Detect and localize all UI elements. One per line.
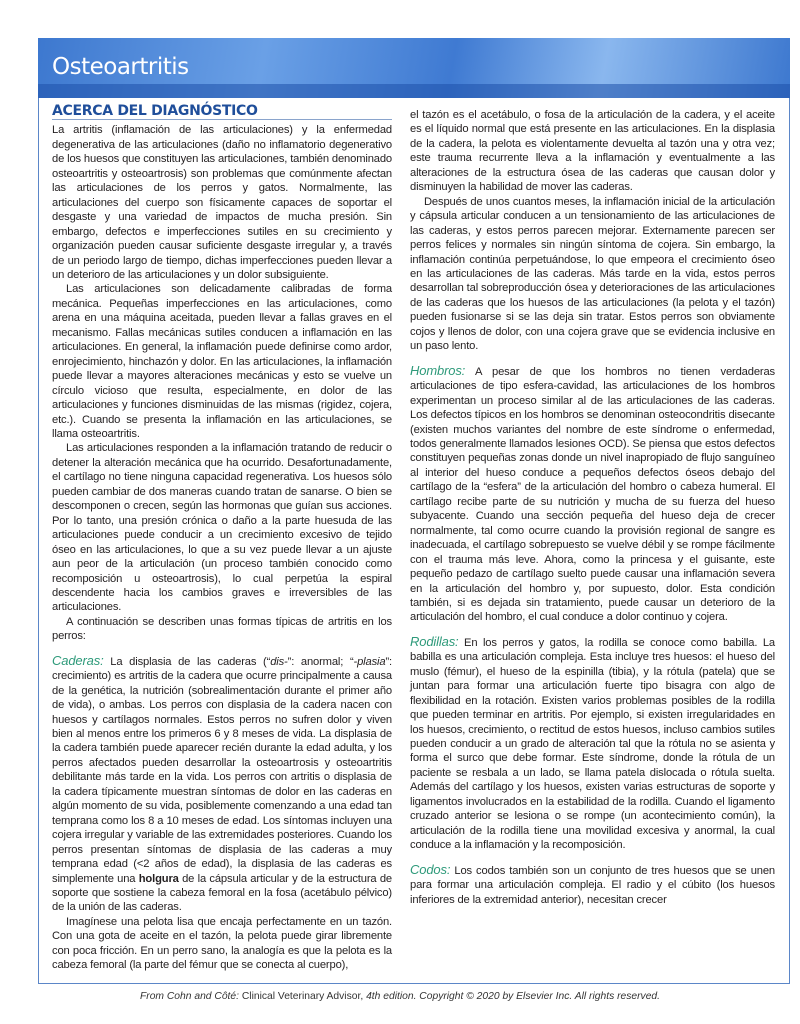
paragraph: el tazón es el acetábulo, o fosa de la articulación de la cadera, y el aceite es el líquido normal que está presente en las articulaciones. En la displasia de la cadera, la pelota es violentamente devuelta al tazón una y otra vez; este trauma recurrente lleva a la inflamación y eventualmente a las alteraciones de la estructura ósea de las caderas que causan dolor y disminuyen la habilidad de mover las caderas.: [410, 109, 775, 194]
paragraph: Imagínese una pelota lisa que encaja perfectamente en un tazón. Con una gota de aceite en el tazón, la pelota puede girar libremente con poca fricción. En un perro sano, la analogía es que la pelota es la cabeza femoral (la parte del fémur que se conecta al cuerpo),: [52, 915, 392, 972]
left-column: [52, 100, 392, 973]
title-banner: [38, 38, 790, 98]
rodillas-label: Rodillas:: [410, 633, 459, 649]
hombros-label: Hombros:: [410, 362, 466, 378]
page-title: Osteoartritis: [52, 54, 189, 80]
right-column: [410, 108, 775, 907]
paragraph: Las articulaciones responden a la inflamación tratando de reducir o detener la alteración mecánica que ha ocurrido. Desafortunadamente, el cartílago no tiene ninguna capacidad regenerativa. Los huesos sólo pueden cambiar de dos maneras cuando tratan de sanarse. O bien se descomponen o crecen, según las hormonas que guían sus acciones. Por lo tanto, una presión crónica o daño a la parte huesuda de las articulaciones puede conducir a un crecimiento excesivo de tejido óseo en las articulaciones, lo que a su vez puede llevar a un ajuste aun peor de la articulación (un proceso también conocido como recomposición u osteoartrosis), lo cual perpetúa la espiral descendente hacia los cambios graves e irreversibles de las articulaciones.: [52, 442, 392, 614]
caderas-label: Caderas:: [52, 652, 104, 668]
section-heading: ACERCA DEL DIAGNÓSTICO: [52, 104, 392, 120]
paragraph: Después de unos cuantos meses, la inflamación inicial de la articulación y cápsula articular conducen a un tensionamiento de las articulaciones de las caderas, y estos perros parecen mejorar. Externamente parecen ser perros felices y normales sin ningún síntoma de cojera. Sin embargo, la inflamación continúa perpetuándose, lo que empeora el crecimiento óseo en las articulaciones de las caderas. Más tarde en la vida, estos perros desarrollan tal sobreproducción ósea y deterioraciones de las articulaciones de las caderas que los huesos de las articulaciones (la pelota y el tazón) pueden fusionarse si se las deja sin tratar. Estos perros son obviamente cojos y llenos de dolor, con una cojera grave que se evidencia inclusive en un paso lento.: [410, 195, 775, 353]
paragraph: A continuación se describen unas formas típicas de artritis en los perros:: [52, 615, 392, 643]
rodillas-paragraph: Rodillas: En los perros y gatos, la rodilla se conoce como babilla. La babilla es una articulación compleja. Esta incluye tres huesos: el hueso del muslo (fémur), el hueso de la espinilla (tibia), y la rótula (patela) que se juntan para formar una articulación fuerte tipo bisagra con algo de flexibilidad en la rotación. Existen varios problemas posibles de la rodilla que pueden terminar en artritis. Por ejemplo, si existen irregularidades en los huesos, crecimiento, o rectitud de estos huesos, incluso cambios sutiles pueden conducir a un grado de alteración tal que la rótula no se asienta y forma el surco que debe formar. Este síndrome, donde la rótula de un paciente se resbala a un lado, se llama patela dislocada o rótula suelta. Además del cartílago y los huesos, existen varias estructuras de soporte y ligamentos involucrados en la estabilidad de la rodilla. Cuando el ligamento cruzado anterior se lesiona o se rompe (un acontecimiento común), la articulación de la rodilla tiene una movilidad excesiva y anormal, la cual conduce a la inflamación y la recomposición.: [410, 633, 775, 852]
banner-band: [38, 84, 790, 98]
codos-paragraph: Codos: Los codos también son un conjunto de tres huesos que se unen para formar una articulación compleja. El radio y el cúbito (los huesos inferiores de la extremidad anterior), necesitan crecer: [410, 861, 775, 906]
paragraph: Las articulaciones son delicadamente calibradas de forma mecánica. Pequeñas imperfecciones en las articulaciones, como arena en una máquina aceitada, pueden llevar a fallas graves en el mecanismo. Fallas mecánicas sutiles conducen a inflamación en las articulaciones. En general, la inflamación puede definirse como ardor, enrojecimiento, hinchazón y dolor. En las articulaciones, la inflamación puede llevar a mayores alteraciones mecánicas y esto se vuelve un círculo vicioso que resulta, especialmente, en dolor de las articulaciones y funciones disminuidas de las mismas (rigidez, cojera, etc.). Cuando se presenta la inflamación en las articulaciones, se llama osteoartritis.: [52, 283, 392, 440]
paragraph: La artritis (inflamación de las articulaciones) y la enfermedad degenerativa de las articulaciones (daño no inflamatorio degenerativo de los huesos que constituyen las articulaciones, también denominado osteoartritis y osteoartrosis) son problemas que comúnmente afectan las articulaciones de los perros y gatos. Normalmente, las articulaciones del cuerpo son físicamente capaces de soportar el desgaste y una variedad de impactos de mucha presión. Sin embargo, defectos e imperfecciones sutiles en su crecimiento y organización pueden causar suficiente desgaste irregular y, a través de un periodo largo de tiempo, dichas imperfecciones pueden llevar a un deterioro de las articulaciones y un dolor subsiguiente.: [52, 124, 392, 281]
copyright-footer: From Cohn and Côté: Clinical Veterinary Advisor, 4th edition. Copyright © 2020 by Elsevier Inc. All rights reserved.: [139, 991, 661, 1002]
codos-label: Codos:: [410, 861, 451, 877]
caderas-paragraph: Caderas: La displasia de las caderas (“dis-”: anormal; “-plasia”: crecimiento) es artritis de la cadera que ocurre principalmente a causa de la genética, la nutrición (sobrealimentación durante el primer año de vida), o ambas. Los perros con displasia de la cadera nacen con huesos y cartílagos normales. Estos perros no sufren dolor y viven bien al menos entre los primeros 6 y 8 meses de vida. La displasia de la cadera también puede aparecer recién durante la edad adulta, y los perros afectados pueden desarrollar la osteoartrosis y osteoartritis debilitante más tarde en la vida. Los perros con artritis o displasia de la cadera típicamente muestran síntomas de dolor en las caderas en algún momento de su vida, posiblemente comenzando a una edad tan temprana como los 8 a 10 meses de edad. Los síntomas incluyen una cojera irregular y variable de las extremidades posteriores. Cuando los perros presentan síntomas de displasia de las caderas a muy temprana edad (<2 años de edad), la displasia de las caderas es simplemente una holgura de la cápsula articular y de la estructura de soporte que sostiene la cabeza femoral en la fosa (acetábulo pélvico) de la unión de las caderas.: [52, 652, 393, 914]
hombros-paragraph: Hombros: A pesar de que los hombros no tienen verdaderas articulaciones de tipo esfera-cavidad, las articulaciones de los hombros experimentan un proceso similar al de las articulaciones de las caderas. Los defectos típicos en los hombros se denominan osteocondritis disecante (existen muchos variantes del nombre de este síndrome o enfermedad, todos generalmente llamados lesiones OCD). Se piensa que estos defectos constituyen pequeñas zonas donde un nivel inapropiado de flujo sanguíneo al interior del hueso conduce a pequeños defectos óseos debajo del cartílago de la “esfera” de la articulación del hombro o cabeza humeral. El cartílago recibe parte de su nutrición y mucha de su fuerza del hueso subyacente. Cuando una sección pequeña del hueso deja de crecer normalmente, tal como ocurre cuando la provisión regional de sangre es inadecuada, el cartílago sobrepuesto se vuelve débil y se rompe fácilmente con el trauma más leve. Ahora, como la princesa y el guisante, este pequeño pedazo de cartílago suelto puede causar una inflamación severa en la articulación del hombro y, por supuesto, dolor. Esta condición también, si es dejada sin tratamiento, puede causar un deterioro de la articulación del hombro, el cual conduce a dolor continuo y cojera.: [410, 362, 775, 624]
